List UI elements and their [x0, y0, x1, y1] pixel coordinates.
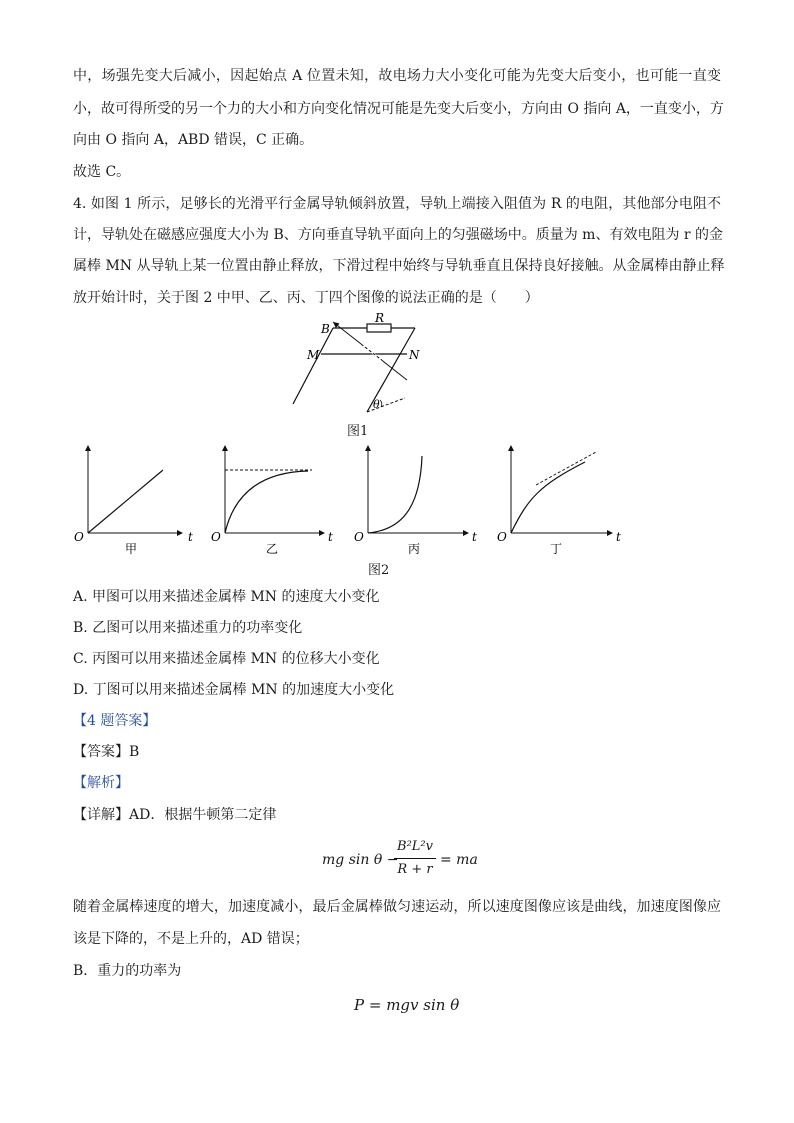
graph-yi-t-label: t	[328, 530, 333, 544]
formula-newton-numerator: B²L²v	[397, 839, 433, 854]
graph-ding-curve	[511, 462, 585, 533]
formula-newton-denominator: R + r	[397, 862, 433, 877]
option-a: A. 甲图可以用来描述金属棒 MN 的速度大小变化	[73, 589, 380, 605]
figure-1-caption: 图1	[347, 424, 369, 439]
graph-bing-curve	[368, 456, 422, 533]
graph-ding-name: 丁	[550, 542, 563, 556]
fig1-label-n: N	[409, 348, 420, 362]
graph-yi-curve	[225, 471, 308, 533]
option-c: C. 丙图可以用来描述金属棒 MN 的位移大小变化	[73, 651, 380, 667]
detail-line: 【详解】AD．根据牛顿第二定律	[73, 807, 277, 823]
graph-ding-tangent	[536, 452, 596, 485]
graph-bing-t-label: t	[472, 530, 477, 544]
graph-jia-origin: O	[74, 530, 84, 544]
intro-line-1: 中，场强先变大后减小，因起始点 A 位置未知，故电场力大小变化可能为先变大后变小，也可能一直变	[73, 68, 721, 84]
fig1-label-r: R	[375, 312, 385, 325]
graph-yi-origin: O	[211, 530, 221, 544]
formula-newton-right: = ma	[440, 852, 478, 868]
graph-yi	[211, 446, 333, 556]
graph-bing-name: 丙	[408, 542, 421, 556]
graph-yi-name: 乙	[266, 542, 279, 556]
question-line-4: 放开始计时，关于图 2 中甲、乙、丙、丁四个图像的说法正确的是（ ）	[73, 290, 539, 306]
question-line-2: 计，导轨处在磁感应强度大小为 B、方向垂直导轨平面向上的匀强磁场中。质量为 m、有效电阻为 r 的金	[73, 227, 724, 243]
formula-newton-left: mg sin θ −	[322, 852, 399, 868]
question-line-1: 4. 如图 1 所示，足够长的光滑平行金属导轨倾斜放置，导轨上端接入阻值为 R 的电阻，其他部分电阻不	[73, 196, 721, 212]
analysis-heading: 【解析】	[73, 775, 129, 791]
explain-line-3: B．重力的功率为	[73, 963, 182, 979]
figure-1-diagram	[285, 312, 435, 422]
graph-jia-curve	[88, 470, 163, 533]
fig1-label-m: M	[307, 348, 320, 362]
option-b: B. 乙图可以用来描述重力的功率变化	[73, 620, 303, 636]
formula-newton-fraction-bar	[394, 858, 436, 859]
fig1-label-b: B	[321, 322, 330, 336]
intro-line-4: 故选 C。	[73, 164, 131, 180]
figure-2-caption: 图2	[368, 563, 390, 578]
question-line-3: 属棒 MN 从导轨上某一位置由静止释放，下滑过程中始终与导轨垂直且保持良好接触。从金属棒由静止释	[73, 258, 725, 274]
answer-line: 【答案】B	[73, 744, 140, 760]
graph-jia-t-label: t	[188, 530, 193, 544]
answer-heading: 【4 题答案】	[73, 713, 157, 729]
intro-line-3: 向由 O 指向 A，ABD 错误，C 正确。	[73, 132, 314, 148]
graph-bing-origin: O	[354, 530, 364, 544]
explain-line-1: 随着金属棒速度的增大，加速度减小，最后金属棒做匀速运动，所以速度图像应该是曲线，加速度图像应	[73, 899, 721, 915]
formula-power: P = mgv sin θ	[354, 996, 460, 1014]
graph-ding-origin: O	[497, 530, 507, 544]
intro-line-2: 小，故可得所受的另一个力的大小和方向变化情况可能是先变大后变小，方向由 O 指向 A，一直变小，方	[73, 101, 724, 117]
graph-ding	[497, 446, 621, 556]
graph-ding-t-label: t	[616, 530, 621, 544]
graph-jia	[74, 446, 193, 556]
explain-line-2: 该是下降的，不是上升的，AD 错误；	[73, 931, 309, 947]
graph-bing	[354, 446, 477, 556]
figure-2-graphs	[70, 440, 630, 562]
graph-jia-name: 甲	[125, 542, 138, 556]
fig1-label-theta: θ	[373, 398, 380, 411]
option-d: D. 丁图可以用来描述金属棒 MN 的加速度大小变化	[73, 682, 395, 698]
formula-newton-fraction	[394, 838, 436, 879]
